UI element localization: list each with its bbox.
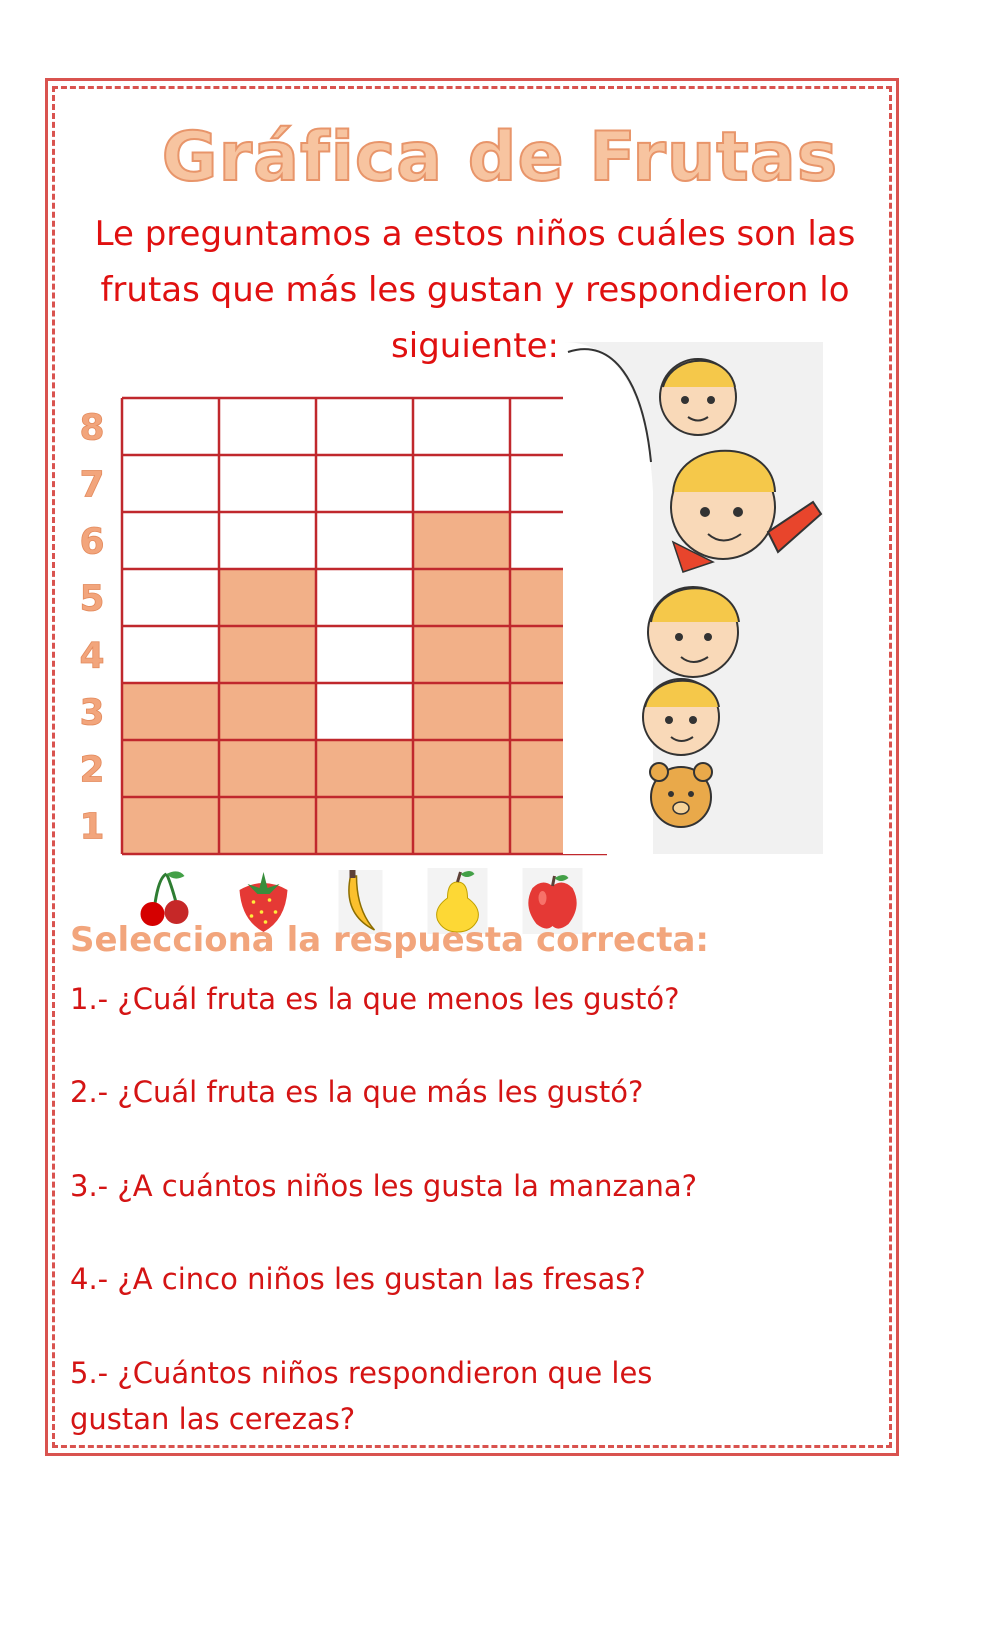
question-3: 3.- ¿A cuántos niños les gusta la manzana? bbox=[70, 1169, 698, 1203]
intro-text: Le preguntamos a estos niños cuáles son las frutas que más les gustan y respondieron lo siguiente: bbox=[94, 214, 856, 366]
y-tick-label: 3 bbox=[79, 692, 105, 734]
fruit-bar-chart bbox=[60, 380, 640, 920]
y-tick-label: 6 bbox=[79, 521, 105, 563]
kid-face-icon bbox=[660, 359, 736, 435]
question-2: 2.- ¿Cuál fruta es la que más les gustó? bbox=[70, 1075, 644, 1109]
y-tick-label: 1 bbox=[79, 806, 105, 848]
section-heading: Selecciona la respuesta correcta: bbox=[70, 920, 709, 960]
bar-strawberry bbox=[219, 569, 316, 854]
question-5: 5.- ¿Cuántos niños respondieron que les gustan las cerezas? bbox=[70, 1356, 653, 1436]
question-1: 1.- ¿Cuál fruta es la que menos les gustó? bbox=[70, 982, 680, 1016]
y-tick-label: 4 bbox=[79, 635, 105, 677]
bar-cherry bbox=[122, 683, 219, 854]
y-tick-label: 5 bbox=[79, 578, 105, 620]
kid-face-icon bbox=[648, 587, 739, 677]
kid-face-icon bbox=[643, 679, 719, 755]
page-title: Gráfica de Frutas bbox=[161, 118, 839, 197]
y-tick-label: 8 bbox=[79, 407, 105, 449]
bear-face-icon bbox=[650, 763, 712, 827]
y-tick-label: 2 bbox=[79, 749, 105, 791]
question-4: 4.- ¿A cinco niños les gustan las fresas? bbox=[70, 1262, 646, 1296]
kids-illustration bbox=[563, 342, 823, 854]
y-tick-label: 7 bbox=[79, 464, 105, 506]
cherry-icon bbox=[141, 871, 189, 926]
